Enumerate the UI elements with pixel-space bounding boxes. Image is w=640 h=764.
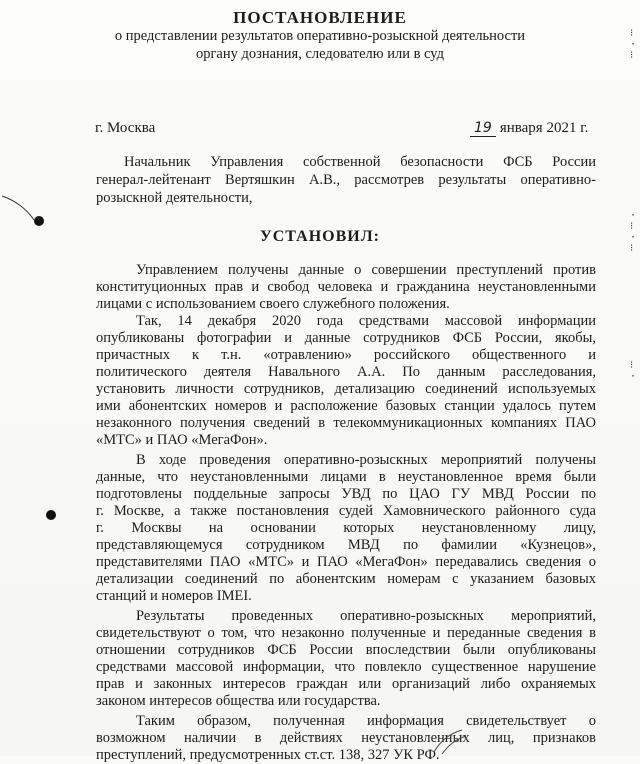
intro-line-3: розыскной деятельности, — [96, 190, 253, 206]
intro-line-2: генерал-лейтенант Вертяшкин А.В., рассмотрев результаты оперативно- — [96, 172, 596, 188]
body-line: свидетельствуют о том, что незаконно полученные и переданные сведения в — [96, 625, 596, 641]
body-line: представляющемуся сотрудником МВД по фамилии «Кузнецов», — [96, 537, 596, 553]
body-line: В ходе проведения оперативно-розыскных мероприятий получены — [136, 452, 596, 468]
body-line: «МТС» и ПАО «МегаФон». — [96, 432, 268, 448]
date-month-year: января 2021 г. — [499, 120, 589, 136]
scan-mark-icon — [0, 190, 50, 230]
body-line: г. Москве, а также постановления судей Хамовнического районного суда — [96, 503, 596, 519]
body-line: детализации соединений по абонентским номерам с указанием базовых — [96, 571, 596, 587]
body-line: прав и законных интересов граждан или организаций либо охраняемых — [96, 676, 596, 692]
scan-edge-mark: ⁝ · — [630, 360, 637, 382]
section-heading: УСТАНОВИЛ: — [260, 228, 380, 245]
body-line: законом интересов общества или государства. — [96, 693, 381, 709]
place: г. Москва — [95, 120, 156, 136]
body-line: возможном наличии в действиях неустановленных лиц, признаков — [96, 730, 596, 746]
body-line: преступлений, предусмотренных ст.ст. 138, 327 УК РФ. — [96, 747, 440, 763]
body-line: отношении сотрудников ФСБ России впоследствии были опубликованы — [96, 642, 596, 658]
body-line: Так, 14 декабря 2020 года средствами массовой информации — [136, 313, 596, 329]
body-line: Таким образом, полученная информация свидетельствует о — [136, 713, 596, 729]
body-line: лицами с использованием своего служебного положения. — [96, 296, 450, 312]
body-line: конституционных прав и свобод человека и гражданина неустановленными — [96, 279, 596, 295]
body-line: г. Москвы на основании которых неустановленному лицу, — [96, 520, 596, 536]
body-line: установить личности сотрудников, детализацию соединений используемых — [96, 381, 596, 397]
intro-line-1: Начальник Управления собственной безопасности ФСБ России — [124, 154, 596, 170]
body-line: причастных к т.н. «отравлению» российского общественного и — [96, 347, 596, 363]
body-line: данные, что неустановленными лицами в неустановленное время были — [96, 469, 596, 485]
document-subtitle-line-2: органу дознания, следователю или в суд — [195, 46, 445, 62]
body-line: политического деятеля Навального А.А. По данным расследования, — [96, 364, 596, 380]
body-line: незаконного получения сведений в телекоммуникационных компаниях ПАО — [96, 415, 596, 431]
document-date — [470, 120, 588, 137]
body-line: представителями ПАО «МТС» и ПАО «МегаФон» передавались сведения о — [96, 554, 596, 570]
body-line: подготовлены поддельные запросы УВД по ЦАО ГУ МВД России по — [96, 486, 596, 502]
body-line: опубликованы фотографии и данные сотрудников ФСБ России, якобы, — [96, 330, 596, 346]
scan-edge-mark: ⁝ · ⁝ — [630, 28, 637, 61]
scan-mark-icon — [428, 728, 468, 756]
body-line: станций и номеров IMEI. — [96, 588, 252, 604]
document-subtitle-line-1: о представлении результатов оперативно-розыскной деятельности — [114, 28, 526, 44]
scan-edge-mark: · ⁝ · ⁝ — [630, 210, 637, 254]
body-line: Управлением получены данные о совершении преступлений против — [136, 262, 596, 278]
body-line: средствами массовой информации, что повлекло существенное нарушение — [96, 659, 596, 675]
body-line: ими абонентских номеров и расположение базовых станции удалось путем — [96, 398, 596, 414]
punch-hole-mark — [46, 510, 56, 520]
body-line: Результаты проведенных оперативно-розыскных мероприятий, — [136, 608, 596, 624]
document-title: ПОСТАНОВЛЕНИЕ — [233, 8, 407, 27]
date-day-handwritten: 19 — [470, 120, 496, 137]
